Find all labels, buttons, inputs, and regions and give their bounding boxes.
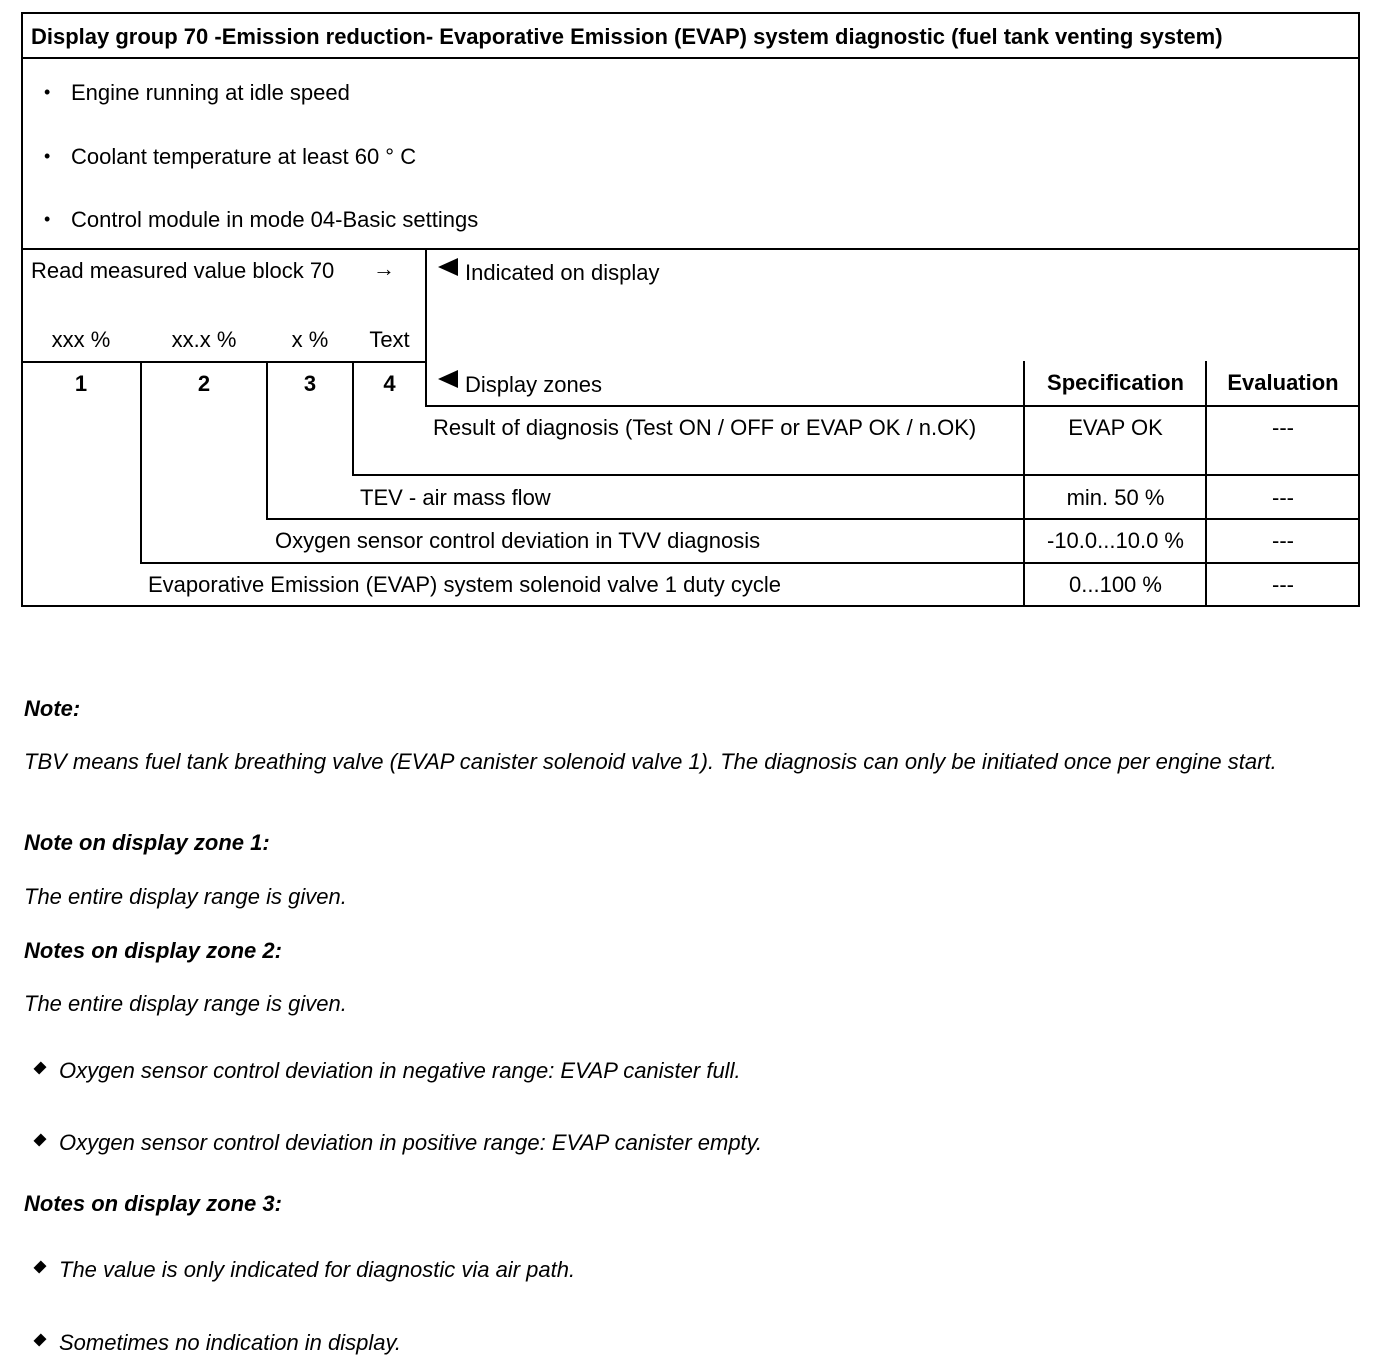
zone1-heading: Note on display zone 1: [24, 830, 270, 855]
zone3-heading: Notes on display zone 3: [24, 1191, 282, 1216]
row-description: Oxygen sensor control deviation in TVV diagnosis [275, 528, 761, 553]
row-specification: EVAP OK [1068, 415, 1163, 440]
row-evaluation: --- [1272, 572, 1294, 597]
zone3-bullet: The value is only indicated for diagnostic via air path. [59, 1257, 576, 1282]
diamond-bullet-icon [33, 1061, 46, 1074]
note-text: TBV means fuel tank breathing valve (EVAP canister solenoid valve 1). The diagnosis can only be initiated once per engine start. [24, 749, 1277, 774]
arrow-right-icon: → [373, 256, 395, 281]
bullet-icon: • [44, 209, 51, 229]
zone3-bullet: Sometimes no indication in display. [59, 1330, 401, 1355]
condition-item: Coolant temperature at least 60 ° C [71, 144, 417, 169]
zone1-text: The entire display range is given. [24, 884, 347, 909]
bullet-icon: • [44, 82, 51, 102]
format-zone-1: xxx % [51, 327, 111, 352]
evaluation-header: Evaluation [1227, 370, 1339, 395]
page-title: Display group 70 -Emission reduction- Evaporative Emission (EVAP) system diagnostic (fuel tank venting system) [31, 24, 1223, 49]
row-description: Result of diagnosis (Test ON / OFF or EVAP OK / n.OK) [433, 415, 977, 440]
triangle-left-icon [438, 370, 458, 388]
row-specification: 0...100 % [1069, 572, 1162, 597]
zone-number-2: 2 [197, 371, 211, 396]
zone-number-4: 4 [383, 371, 396, 396]
zone2-bullet: Oxygen sensor control deviation in negative range: EVAP canister full. [59, 1058, 741, 1083]
row-specification: -10.0...10.0 % [1047, 528, 1184, 553]
zone2-heading: Notes on display zone 2: [24, 938, 282, 963]
zone-number-1: 1 [74, 371, 88, 396]
row-evaluation: --- [1272, 415, 1294, 440]
row-specification: min. 50 % [1066, 485, 1165, 510]
format-zone-2: xx.x % [171, 327, 237, 352]
row-description: Evaporative Emission (EVAP) system solenoid valve 1 duty cycle [148, 572, 781, 597]
indicated-on-display-label: Indicated on display [465, 260, 660, 285]
row-description: TEV - air mass flow [360, 485, 551, 510]
note-heading: Note: [24, 696, 81, 721]
zone2-text: The entire display range is given. [24, 991, 347, 1016]
zone2-bullet: Oxygen sensor control deviation in positive range: EVAP canister empty. [59, 1130, 763, 1155]
row-evaluation: --- [1272, 528, 1294, 553]
format-zone-4: Text [369, 327, 410, 352]
condition-item: Engine running at idle speed [71, 80, 350, 105]
diamond-bullet-icon [33, 1260, 46, 1273]
measured-block-label: Read measured value block 70 [31, 258, 335, 283]
condition-item: Control module in mode 04-Basic settings [71, 207, 479, 232]
diamond-bullet-icon [33, 1333, 46, 1346]
zone-number-3: 3 [303, 371, 317, 396]
specification-header: Specification [1047, 370, 1184, 395]
display-zones-label: Display zones [465, 372, 602, 397]
diamond-bullet-icon [33, 1133, 46, 1146]
format-zone-3: x % [291, 327, 329, 352]
row-evaluation: --- [1272, 485, 1294, 510]
bullet-icon: • [44, 146, 51, 166]
triangle-left-icon [438, 258, 458, 276]
